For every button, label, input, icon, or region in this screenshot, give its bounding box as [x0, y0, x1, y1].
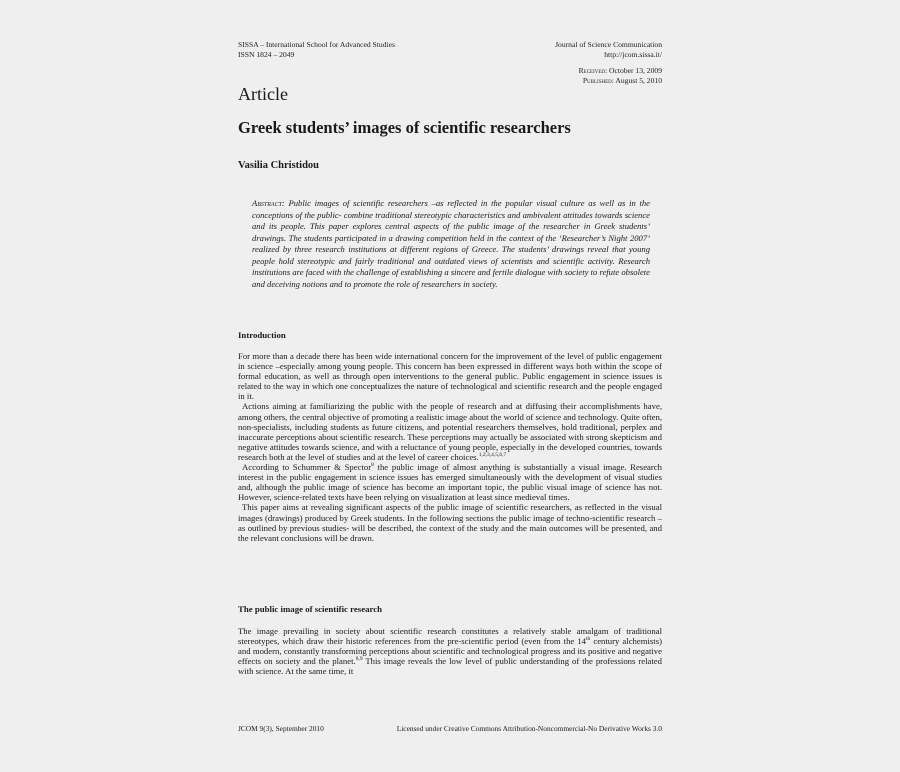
journal-url: http://jcom.sissa.it/: [604, 50, 662, 59]
abstract: [252, 198, 650, 290]
header-right: [555, 40, 662, 60]
institution-line: SISSA – International School for Advanced Studies: [238, 40, 395, 49]
section-body: [238, 626, 662, 676]
abstract-text: : Public images of scientific researchers –as reflected in the popular visual culture as well as in the conceptions of the public- combine traditional stereotypic characteristics and ambivalent attitudes towards science and its people. This paper explores central aspects of the public image of the researcher in Greek students’ drawings. The students participated in a drawing competition held in the context of the ‘Researcher’s Night 2007’ realized by three research institutions at different regions of Greece. The students’ drawings reveal that young people hold stereotypic and fairly traditional and outdated views of scientists and scientific activity. Research institutions are faced with the challenge of establishing a sincere and fertile dialogue with society to refute obsolete and deceiving notions and to promote the role of researchers in society.: [252, 198, 650, 289]
dates-block: [579, 66, 662, 86]
abstract-label: Abstract: [252, 198, 282, 208]
journal-name: Journal of Science Communication: [555, 40, 662, 49]
section-paragraph: The image prevailing in society about scientific research constitutes a relatively stable amalgam of traditional stereotypes, which draw their historic references from the pre-scientific period (even from the 14th century alchemists) and modern, constantly transforming perceptions about scientific and technological progress and its positive and negative effects on society and the planet.$^{8,9}$ This image reveals the low level of public understanding of the professions related with science. At the same time, it: [238, 626, 663, 677]
footer-citation: JCOM 9(3), September 2010: [238, 724, 324, 733]
intro-paragraph: According to Schummer & Spector$^8$ the public image of almost anything is substantially a visual image. Research interest in the public engagement in science issues has emerged simultaneously with the development of visual studies and, although the public image of science has become an important topic, the public visual image of science has not. However, science-related texts have been relying on visualization at least since medieval times.: [238, 462, 662, 503]
intro-paragraph: Actions aiming at familiarizing the public with the people of research and at diffusing their accomplishments have, among others, the central objective of promoting a realistic image about the world of science and technology. Quite often, non-specialists, including students as future citizens, and potential researchers themselves, hold traditional, perplex and inaccurate perceptions about scientific research. These perceptions may actually be associated with strong skepticism and negative attitudes towards science, and with a reluctance of young people, especially in the developed countries, towards research both at the level of studies and at the level of career choices.$^{1,2,3,4,5,6,7}$: [238, 401, 662, 462]
header-left: [238, 40, 395, 60]
article-type: Article: [238, 84, 288, 104]
issn-line: ISSN 1824 – 2049: [238, 50, 295, 59]
received-date: Received: October 13, 2009: [578, 66, 662, 75]
introduction-heading: Introduction: [238, 330, 286, 340]
author-name: Vasilia Christidou: [238, 160, 320, 171]
published-date: Published: August 5, 2010: [582, 76, 662, 85]
footer-license: Licensed under Creative Commons Attribution-Noncommercial-No Derivative Works 3.0: [396, 724, 662, 733]
intro-paragraph: For more than a decade there has been wide international concern for the improvement of the level of public engagement in science –especially among young people. This concern has been expressed in different ways both within the scope of formal education, as well as through open interventions to the general public. Public engagement in science issues is related to the way in which one conceptualizes the nature of technological and scientific research and the people engaged in it.: [238, 351, 662, 402]
section-heading: The public image of scientific research: [238, 604, 383, 614]
paper-title: Greek students’ images of scientific researchers: [238, 118, 571, 137]
introduction-body: [238, 351, 662, 543]
intro-paragraph: This paper aims at revealing significant aspects of the public image of scientific researchers, as reflected in the visual images (drawings) produced by Greek students. In the following sections the public image of techno-scientific research –as outlined by previous studies- will be described, the context of the study and the main outcomes will be presented, and the relevant conclusions will be drawn.: [238, 502, 662, 543]
